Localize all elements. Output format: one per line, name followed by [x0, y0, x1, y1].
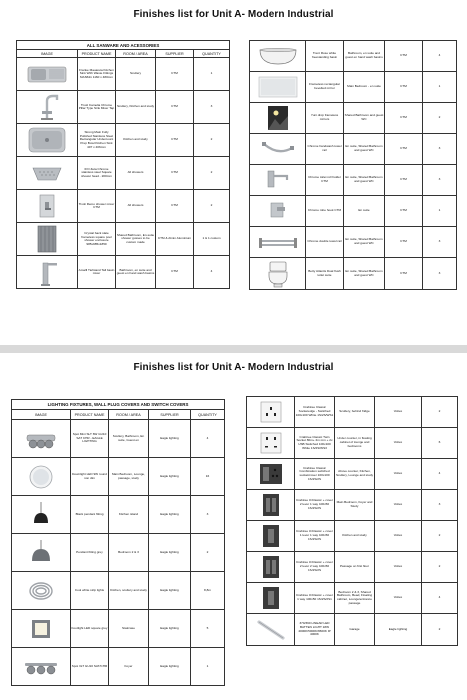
- product-name: Crabtree Classic Twin Socket 80m+ 2m mm + 2x USB Switched 100x100 White 1S/2S/WS3: [295, 428, 335, 459]
- supplier: CTM: [385, 227, 423, 258]
- supplier: Eagle lighting: [149, 458, 191, 496]
- table-row: [17, 190, 230, 223]
- supplier: CTM: [156, 58, 194, 91]
- room-area: Bathroom, en suite and guest en hand wash basins: [116, 256, 156, 289]
- table-row: [12, 648, 225, 686]
- quantity: 1: [423, 72, 457, 103]
- supplier: Voltex: [375, 459, 422, 490]
- product-image: [250, 227, 306, 258]
- supplier: CTM: [156, 91, 194, 124]
- room-area: All showers: [116, 157, 156, 190]
- product-name: Chrome handwash towel rail: [306, 134, 344, 165]
- table-row: [250, 134, 457, 165]
- room-area: En suite: [344, 196, 385, 227]
- product-image: [17, 124, 78, 157]
- room-area: Scullery, Bathroom, En suite, Guest en: [109, 420, 149, 458]
- table-row: [12, 496, 225, 534]
- product-name: Tivoli Remo shower mixer CTM: [78, 190, 116, 223]
- product-image: [12, 534, 71, 572]
- product-image: [247, 521, 295, 552]
- supplier: CTM: [385, 258, 423, 290]
- product-image: [12, 610, 71, 648]
- quantity: 2: [422, 614, 458, 646]
- product-image: [247, 428, 295, 459]
- supplier: CTM: [385, 165, 423, 196]
- product-name: Strong Main Fully Polished Stainless Steel Rectangular Undercount Prep Bowl Kitchen Sink 407 x 406mm: [78, 124, 116, 157]
- product-image: [250, 103, 306, 134]
- table-row: [250, 196, 457, 227]
- supplier: Voltex: [375, 397, 422, 428]
- product-image: [247, 490, 295, 521]
- sanware-table-continued: [249, 40, 457, 290]
- quantity: 3: [423, 165, 457, 196]
- product-image: [17, 256, 78, 289]
- table-row: [12, 420, 225, 458]
- product-image: [12, 420, 71, 458]
- col-header-image: IMAGE: [12, 410, 71, 420]
- supplier: Voltex: [375, 521, 422, 552]
- product-image: [250, 134, 306, 165]
- room-area: Shared Bathroom, En-suite shower gusses to be custom made: [116, 223, 156, 256]
- col-header-quantity: QUANTITY: [194, 50, 230, 58]
- product-image: [247, 583, 295, 614]
- quantity: 3: [423, 134, 457, 165]
- product-name: Cool white strip lights: [71, 572, 109, 610]
- quantity: 1: [194, 58, 230, 91]
- product-image: [12, 496, 71, 534]
- supplier: CTM: [385, 103, 423, 134]
- room-area: Kitchen, scullery and study: [109, 572, 149, 610]
- product-name: Crabtree iCClassic + cover 2 lever 1 way 100x50 1S/2S/2S: [295, 490, 335, 521]
- page-divider: [0, 345, 467, 353]
- product-image: [247, 397, 295, 428]
- room-area: Shared Bathroom and guest WC: [344, 103, 385, 134]
- table-row: [17, 58, 230, 91]
- quantity: 3: [423, 258, 457, 290]
- product-image: [250, 72, 306, 103]
- product-name: IFO Zeta Chrome stainless steel Square shower head - 200mm: [78, 157, 116, 190]
- table-row: [250, 103, 457, 134]
- product-name: Spot Mini SLT 6W GU10 SAT CHR - EAGLE LIGHTING: [71, 420, 109, 458]
- finishes-page-1: [0, 0, 467, 345]
- product-name: Amalfi Tiefstand Tall basin mixer: [78, 256, 116, 289]
- lighting-table: [11, 399, 225, 686]
- product-name: Chrome robe hook CTM: [306, 196, 344, 227]
- product-name: Franke Mauareta Kitchen Sink With Waste Fittings MAN611 1160 x 480mm: [78, 58, 116, 91]
- supplier: CTM: [385, 72, 423, 103]
- product-name: Downlight LED 9W round non dim: [71, 458, 109, 496]
- quantity: 4: [422, 459, 458, 490]
- supplier: Voltex: [375, 552, 422, 583]
- quantity: 5: [191, 610, 225, 648]
- room-area: Main Bedroom, Foyer and Study: [335, 490, 375, 521]
- supplier: CTM: [156, 256, 194, 289]
- table-row: [247, 428, 458, 459]
- product-image: [12, 458, 71, 496]
- quantity: 8,8m: [191, 572, 225, 610]
- room-area: Staircase: [109, 610, 149, 648]
- page-title: Finishes list for Unit A- Modern Industrial: [133, 362, 334, 373]
- room-area: Main Bedroom, Lounge, passage, study: [109, 458, 149, 496]
- col-header-room: ROOM / AREA: [109, 410, 149, 420]
- table-row: [12, 572, 225, 610]
- supplier: Eagle lighting: [149, 648, 191, 686]
- room-area: All showers: [116, 190, 156, 223]
- table-caption: ALL SANWARE AND ACESSORIES: [17, 41, 230, 50]
- product-name: Crabtree Classic Combination switched socket/cover 100x100 1S/2S/2S: [295, 459, 335, 490]
- supplier: CTM: [156, 124, 194, 157]
- table-row: [250, 41, 457, 72]
- supplier: Eagle lighting: [149, 534, 191, 572]
- product-image: [17, 223, 78, 256]
- table-row: [17, 124, 230, 157]
- quantity: 3: [422, 490, 458, 521]
- supplier: CTM: [385, 196, 423, 227]
- product-name: Crabtree iCClassic + cover 2 lever 2 way 100x50 1S/2S/2S: [295, 552, 335, 583]
- product-name: 370/390 LINEAR LED BATTEN LIGHT 18W 4000K/5000K/6500K IP 4000K: [295, 614, 335, 646]
- quantity: 2: [422, 397, 458, 428]
- supplier: Eagle lighting: [149, 420, 191, 458]
- table-row: [247, 397, 458, 428]
- quantity: 2: [422, 521, 458, 552]
- sanware-table: [16, 40, 230, 289]
- quantity: 6: [422, 428, 458, 459]
- supplier: CTM: [156, 157, 194, 190]
- table-caption: LIGHTING FIXTURES, WALL PLUG COVERS AND SWITCH COVERS: [12, 400, 225, 410]
- table-row: [17, 256, 230, 289]
- room-area: En suite, Shared Bathroom and guest WC: [344, 258, 385, 290]
- col-header-supplier: SUPPLIER: [149, 410, 191, 420]
- product-name: Betty Atlantis Dual flush toilet suite: [306, 258, 344, 290]
- quantity: 3: [194, 91, 230, 124]
- supplier: CTM & Almin Aluminium: [156, 223, 194, 256]
- quantity: 2: [194, 124, 230, 157]
- quantity: 3: [423, 227, 457, 258]
- table-row: [247, 583, 458, 614]
- product-name: Spot 3LT GU10 SAT/CHR: [71, 648, 109, 686]
- room-area: Passage on first floor: [335, 552, 375, 583]
- room-area: Kitchen and study: [116, 124, 156, 157]
- product-name: Crabtree iCClassic + cover 1 lever 1 way 100x50 1S/2S/2S: [295, 521, 335, 552]
- product-image: [250, 258, 306, 290]
- room-area: En suite, Shared Bathroom and guest WC: [344, 134, 385, 165]
- product-name: Trent Rose white freestanding basin: [306, 41, 344, 72]
- col-header-quantity: QUANTITY: [191, 410, 225, 420]
- supplier: CTM: [385, 41, 423, 72]
- product-image: [247, 552, 295, 583]
- supplier: CTM: [385, 134, 423, 165]
- table-row: [247, 490, 458, 521]
- room-area: Under counter, in floating cabinet of lounge and bedrooms: [335, 428, 375, 459]
- product-name: Pendant fitting grey: [71, 534, 109, 572]
- product-image: [250, 41, 306, 72]
- quantity: 3: [191, 496, 225, 534]
- col-header-room: ROOM / AREA: [116, 50, 156, 58]
- supplier: Voltex: [375, 490, 422, 521]
- supplier: CTM: [156, 190, 194, 223]
- table-row: [12, 610, 225, 648]
- room-area: Scullery, Kitchen and study: [116, 91, 156, 124]
- product-image: [247, 614, 295, 646]
- quantity: 4: [423, 41, 457, 72]
- table-row: [250, 227, 457, 258]
- room-area: Bathroom, en suite and guest en hand wash basins: [344, 41, 385, 72]
- table-row: [247, 614, 458, 646]
- table-row: [17, 91, 230, 124]
- room-area: Garage: [335, 614, 375, 646]
- quantity: 2: [191, 534, 225, 572]
- product-image: [17, 190, 78, 223]
- supplier: Voltex: [375, 428, 422, 459]
- table-row: [12, 458, 225, 496]
- quantity: 1: [423, 196, 457, 227]
- product-image: [17, 58, 78, 91]
- product-name: Crabtree Classic Socketedge - Switched 100x100 White 1S/2S/WS1: [295, 397, 335, 428]
- table-row: [247, 521, 458, 552]
- product-name: Frameless rectangular bevelled mirror: [306, 72, 344, 103]
- product-image: [17, 157, 78, 190]
- quantity: 4: [191, 420, 225, 458]
- product-name: Footlight LED square grey: [71, 610, 109, 648]
- col-header-image: IMAGE: [17, 50, 78, 58]
- quantity: 2: [194, 190, 230, 223]
- table-row: [12, 534, 225, 572]
- table-row: [247, 552, 458, 583]
- room-area: Main Bedroom - en suite: [344, 72, 385, 103]
- quantity: 2: [422, 552, 458, 583]
- table-row: [250, 72, 457, 103]
- supplier: Eagle lighting: [149, 496, 191, 534]
- col-header-product: PRODUCT NAME: [78, 50, 116, 58]
- table-row: [17, 223, 230, 256]
- quantity: 4: [422, 583, 458, 614]
- product-name: Crabtree iCClassic + cover 1 way 100x50 1S/2S/2S1: [295, 583, 335, 614]
- page-title: Finishes list for Unit A- Modern Industrial: [133, 9, 334, 20]
- supplier: Eagle lighting: [375, 614, 422, 646]
- room-area: En suite, Shared Bathroom and guest WC: [344, 165, 385, 196]
- product-name: Chrome double towel rail: [306, 227, 344, 258]
- room-area: Bedroom 2 & 3: [109, 534, 149, 572]
- room-area: Scullery, behind fridge: [335, 397, 375, 428]
- product-name: Chrome toilet roll holder CTM: [306, 165, 344, 196]
- quantity: 2: [423, 103, 457, 134]
- table-row: [250, 258, 457, 290]
- table-row: [250, 165, 457, 196]
- table-row: [247, 459, 458, 490]
- room-area: Foyer: [109, 648, 149, 686]
- product-name: Yuni drop frameless mirrors: [306, 103, 344, 134]
- product-image: [17, 91, 78, 124]
- product-image: [12, 572, 71, 610]
- room-area: Scullery: [116, 58, 156, 91]
- switch-covers-table: [246, 396, 458, 646]
- product-name: Tivoli Camelia Chrome Pillar Type Sink Mixer Tap: [78, 91, 116, 124]
- col-header-product: PRODUCT NAME: [71, 410, 109, 420]
- quantity: 1 & 1 custom: [194, 223, 230, 256]
- supplier: Voltex: [375, 583, 422, 614]
- product-image: [250, 196, 306, 227]
- col-header-supplier: SUPPLIER: [156, 50, 194, 58]
- quantity: 2: [194, 157, 230, 190]
- quantity: 4: [194, 256, 230, 289]
- product-image: [247, 459, 295, 490]
- supplier: Eagle lighting: [149, 572, 191, 610]
- room-area: Above counter, Kitchen, Scullery, Lounge and study: [335, 459, 375, 490]
- room-area: En suite, Shared Bathroom and guest WC: [344, 227, 385, 258]
- supplier: Eagle lighting: [149, 610, 191, 648]
- finishes-page-2: [0, 353, 467, 700]
- table-row: [17, 157, 230, 190]
- room-area: Kitchen island: [109, 496, 149, 534]
- quantity: 1: [191, 648, 225, 686]
- room-area: Bedroom 2 & 3, Shared Bathroom, Bead, Floating cabinet, Lounge/entrance passage: [335, 583, 375, 614]
- product-image: [12, 648, 71, 686]
- quantity: 16: [191, 458, 225, 496]
- product-name: Black pendant fitting: [71, 496, 109, 534]
- room-area: Kitchen and study: [335, 521, 375, 552]
- product-name: Crystal back slate frameless square pool shower enclosure 985x985x1850: [78, 223, 116, 256]
- product-image: [250, 165, 306, 196]
